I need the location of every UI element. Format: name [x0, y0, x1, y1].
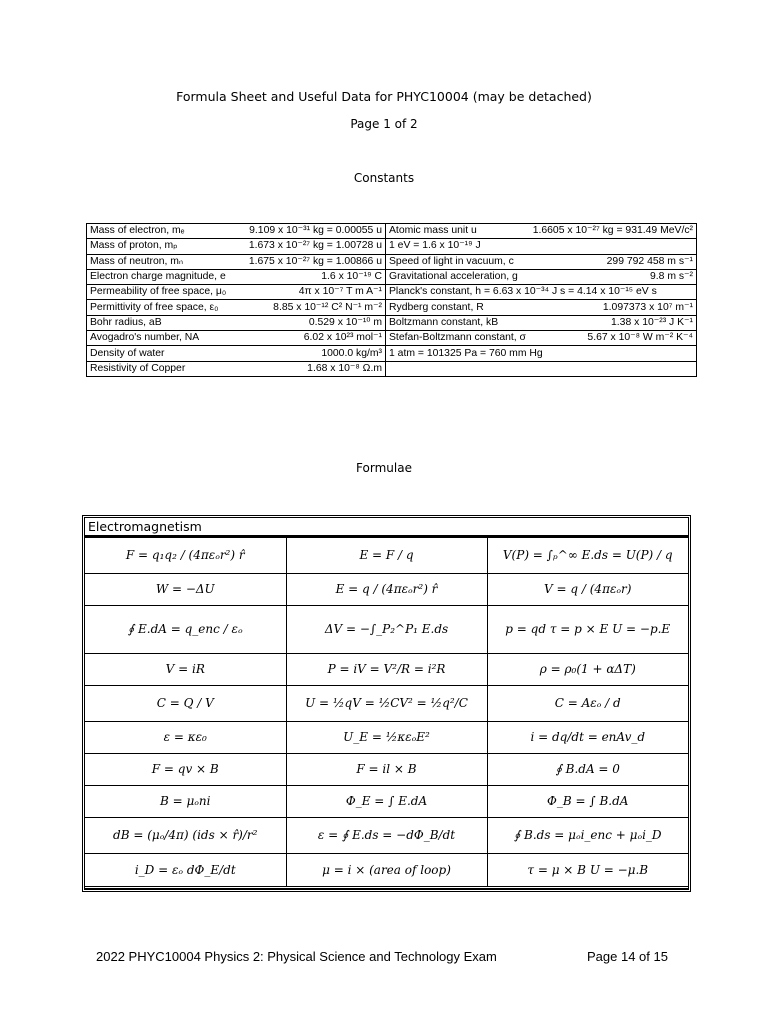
formula-cell: C = Aεₒ / d	[487, 685, 688, 721]
formula-row	[85, 753, 688, 785]
constants-cell	[386, 239, 697, 254]
constant-value: 1.675 x 10⁻²⁷ kg = 1.00866 u	[248, 255, 382, 267]
constants-cell	[386, 285, 697, 300]
formula-cell: E = F / q	[286, 537, 487, 573]
constants-row	[87, 300, 697, 315]
constants-cell	[87, 315, 386, 330]
footer-page-number: Page 14 of 15	[587, 949, 668, 964]
formula-cell: ∮ B.ds = μₒi_enc + μₒi_D	[487, 817, 688, 853]
formula-row	[85, 573, 688, 605]
constants-cell	[87, 300, 386, 315]
constants-cell	[87, 239, 386, 254]
constant-label: Density of water	[90, 347, 165, 359]
formula-cell: U = ½qV = ½CV² = ½q²/C	[286, 685, 487, 721]
formula-cell: τ = μ × B U = −μ.B	[487, 853, 688, 887]
formula-row	[85, 785, 688, 817]
constant-value	[685, 285, 693, 299]
constants-cell	[386, 346, 697, 361]
formula-cell: E = q / (4πεₒr²) r̂	[286, 573, 487, 605]
constants-cell	[87, 331, 386, 346]
constants-cell	[386, 331, 697, 346]
formula-cell: i = dq/dt = enAv_d	[487, 721, 688, 753]
formula-table	[85, 536, 688, 889]
formula-cell: P = iV = V²/R = i²R	[286, 653, 487, 685]
formula-cell: ∮ E.dA = q_enc / εₒ	[85, 605, 286, 653]
constant-value: 1.097373 x 10⁷ m⁻¹	[602, 301, 693, 313]
formula-section-title: Electromagnetism	[85, 518, 688, 536]
formula-cell: V = q / (4πεₒr)	[487, 573, 688, 605]
constants-row	[87, 346, 697, 361]
constant-label: Mass of proton, mₚ	[90, 240, 178, 252]
constants-cell	[386, 315, 697, 330]
constant-value: 9.109 x 10⁻³¹ kg = 0.00055 u	[249, 225, 382, 237]
constant-value: 5.67 x 10⁻⁸ W m⁻² K⁻⁴	[587, 332, 693, 344]
formula-cell: ε = κε₀	[85, 721, 286, 753]
constant-value: 0.529 x 10⁻¹⁰ m	[308, 316, 382, 328]
formula-cell: i_D = εₒ dΦ_E/dt	[85, 853, 286, 887]
formula-row	[85, 537, 688, 573]
constant-value: 8.85 x 10⁻¹² C² N⁻¹ m⁻²	[273, 301, 382, 313]
constants-cell	[386, 254, 697, 269]
formula-box	[84, 517, 689, 890]
constant-label: Stefan-Boltzmann constant, σ	[389, 332, 526, 344]
constants-row	[87, 269, 697, 284]
constant-value: 1.6605 x 10⁻²⁷ kg = 931.49 MeV/c²	[532, 225, 693, 237]
constant-value: 1000.0 kg/m³	[321, 347, 382, 359]
constant-value: 6.02 x 10²³ mol⁻¹	[303, 332, 382, 344]
formula-cell: Φ_B = ∫ B.dA	[487, 785, 688, 817]
constant-label: Planck's constant, h = 6.63 x 10⁻³⁴ J s = 4.14 x 10⁻¹⁵ eV s	[389, 286, 657, 298]
formula-cell: ε = ∮ E.ds = −dΦ_B/dt	[286, 817, 487, 853]
constant-value: 1.68 x 10⁻⁸ Ω.m	[307, 362, 382, 374]
formula-cell: Φ_E = ∫ E.dA	[286, 785, 487, 817]
constants-cell	[386, 300, 697, 315]
formula-row	[85, 685, 688, 721]
constant-value: 1.38 x 10⁻²³ J K⁻¹	[611, 316, 693, 328]
formula-row	[85, 817, 688, 853]
constants-cell	[87, 254, 386, 269]
constants-cell	[386, 269, 697, 284]
constant-label: Avogadro's number, NA	[90, 332, 200, 344]
formula-cell: W = −ΔU	[85, 573, 286, 605]
constants-row	[87, 361, 697, 376]
formula-cell: V = iR	[85, 653, 286, 685]
constant-value: 1.673 x 10⁻²⁷ kg = 1.00728 u	[248, 240, 382, 252]
constant-value: 1.6 x 10⁻¹⁹ C	[321, 271, 382, 283]
constant-label: 1 eV = 1.6 x 10⁻¹⁹ J	[389, 240, 481, 252]
formula-cell: ρ = ρ₀(1 + αΔT)	[487, 653, 688, 685]
constant-value: 9.8 m s⁻²	[649, 271, 693, 283]
constant-label: Mass of electron, mₑ	[90, 225, 185, 237]
constant-label: Rydberg constant, R	[389, 301, 484, 313]
footer-exam-title: 2022 PHYC10004 Physics 2: Physical Science and Technology Exam	[96, 949, 497, 964]
constant-value	[685, 239, 693, 253]
formula-cell: ΔV = −∫_P₂^P₁ E.ds	[286, 605, 487, 653]
formula-cell: B = μₒni	[85, 785, 286, 817]
page-title: Formula Sheet and Useful Data for PHYC10004 (may be detached)	[176, 89, 592, 104]
constant-label: 1 atm = 101325 Pa = 760 mm Hg	[389, 347, 543, 359]
formula-row	[85, 853, 688, 887]
constant-label: Permeability of free space, μ₀	[90, 286, 227, 298]
formula-cell: U_E = ½κεₒE²	[286, 721, 487, 753]
formula-cell: p = qd τ = p × E U = −p.E	[487, 605, 688, 653]
formula-cell: F = q₁q₂ / (4πεₒr²) r̂	[85, 537, 286, 573]
constant-label: Gravitational acceleration, g	[389, 271, 518, 283]
constants-cell	[87, 361, 386, 376]
constant-value: 4π x 10⁻⁷ T m A⁻¹	[298, 286, 382, 298]
page-of-label: Page 1 of 2	[350, 117, 418, 131]
formula-cell: F = il × B	[286, 753, 487, 785]
constant-label: Boltzmann constant, kB	[389, 316, 499, 328]
formula-cell: V(P) = ∫ₚ^∞ E.ds = U(P) / q	[487, 537, 688, 573]
constants-row	[87, 254, 697, 269]
constant-label: Resistivity of Copper	[90, 362, 186, 374]
constants-cell	[87, 285, 386, 300]
constants-row	[87, 224, 697, 239]
constants-table	[86, 223, 697, 377]
constants-cell	[87, 346, 386, 361]
formulae-heading: Formulae	[356, 461, 412, 475]
constants-heading: Constants	[353, 171, 415, 185]
constants-cell	[87, 224, 386, 239]
constants-row	[87, 331, 697, 346]
constant-label: Speed of light in vacuum, c	[389, 255, 514, 267]
constants-row	[87, 239, 697, 254]
constant-label: Permittivity of free space, ε₀	[90, 301, 219, 313]
constants-row	[87, 315, 697, 330]
constant-label: Bohr radius, aB	[90, 316, 162, 328]
constants-row	[87, 285, 697, 300]
formula-row	[85, 721, 688, 753]
formula-cell: dB = (μₒ/4π) (ids × r̂)/r²	[85, 817, 286, 853]
constant-label: Electron charge magnitude, e	[90, 271, 226, 283]
constants-cell	[386, 224, 697, 239]
constants-cell	[386, 361, 697, 376]
formula-cell: μ = i × (area of loop)	[286, 853, 487, 887]
formula-row	[85, 605, 688, 653]
constant-value	[685, 347, 693, 361]
formula-cell: F = qv × B	[85, 753, 286, 785]
constant-label: Atomic mass unit u	[389, 225, 477, 237]
formula-row	[85, 653, 688, 685]
constants-cell	[87, 269, 386, 284]
constant-label: Mass of neutron, mₙ	[90, 255, 184, 267]
constant-value: 299 792 458 m s⁻¹	[606, 255, 693, 267]
formula-cell: ∮ B.dA = 0	[487, 753, 688, 785]
formula-cell: C = Q / V	[85, 685, 286, 721]
